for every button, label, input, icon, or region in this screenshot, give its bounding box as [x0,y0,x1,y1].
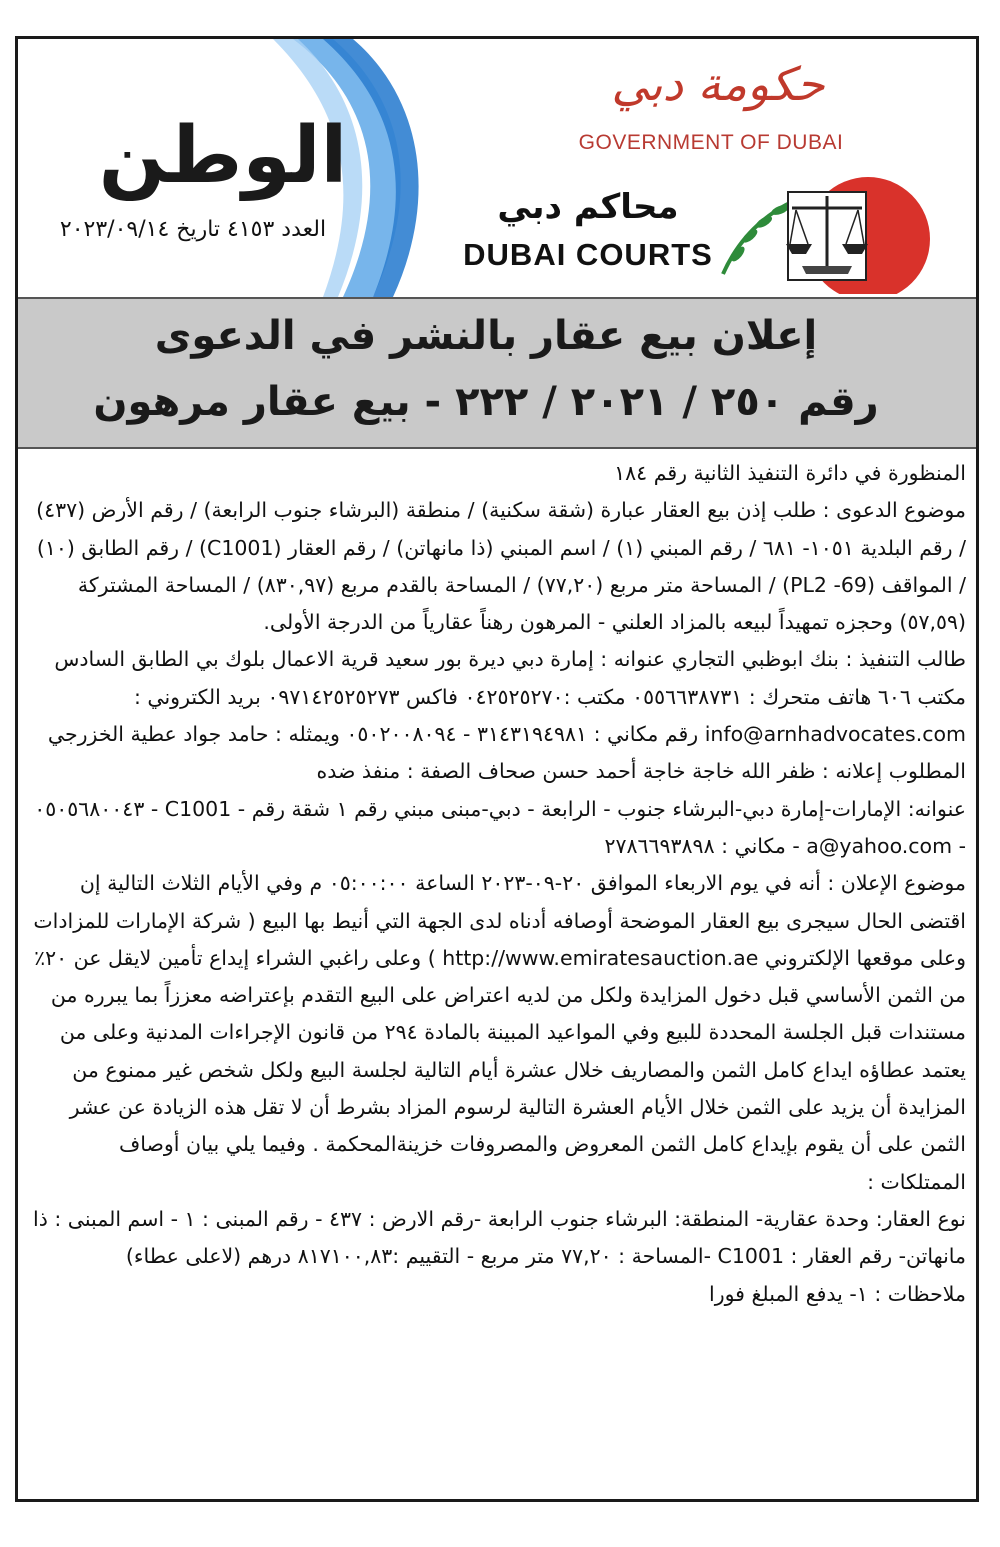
paragraph-property-details: نوع العقار: وحدة عقارية- المنطقة: البرشاء جنوب الرابعة -رقم الارض : ٤٣٧ - رقم المبنى : ١ - اسم المبنى : ذا مانهاتن- رقم العقار : C1001 -المساحة : ٧٧,٢٠ متر مربع - التقييم :٨١٧١٠٠,٨٣ درهم (لاعلى عطاء) [33,1206,966,1269]
notice-title-line-2: رقم ٢٥٠ / ٢٠٢١ / ٢٢٢ - بيع عقار مرهون [93,379,879,425]
issue-date: العدد ٤١٥٣ تاريخ ٢٠٢٣/٠٩/١٤ [59,217,327,242]
paragraph-notice-subject: موضوع الإعلان : أنه في يوم الاربعاء الموافق ٢٠-٠٩-٢٠٢٣ الساعة ٠٥:٠٠:٠٠ م وفي الأيام الثلاث التالية إن اقتضى الحال سيجرى بيع العقار الموضحة أوصافه أدناه لدى الجهة التي أنيط بها البيع ( شركة الإمارات للمزادات وعلى موقعها الإلكتروني http://www.emiratesauction.ae ) وعلى راغبي الشراء إيداع تأمين لايقل عن ٢٠٪ من الثمن الأساسي قبل دخول المزايدة ولكل من لديه اعتراض على البيع التقدم بإعتراضه معززاً بما يبرره من مستندات قبل الجلسة المحددة للبيع وفي المواعيد المبينة بالمادة ٢٩٤ من قانون الإجراءات المدنية وعلى من يعتمد عطاؤه ايداع كامل الثمن والمصاريف خلال عشرة أيام التالية لجلسة البيع ولكل شخص غير ممنوع من المزايدة أن يزيد على الثمن خلال الأيام العشرة التالية لرسوم المزاد بشرط أن لا تقل هذه الزيادة عن عشر الثمن على أن يقوم بإيداع كامل الثمن المعروض والمصروفات خزينةالمحكمة . وفيما يلي بيان أوصاف الممتلكات : [33,871,966,1194]
scales-of-justice-icon [718,174,943,294]
paragraph-claimant: طالب التنفيذ : بنك ابوظبي التجاري عنوانه : إمارة دبي ديرة بور سعيد قرية الاعمال بلوك بي الطابق السادس مكتب ٦٠٦ هاتف متحرك : ٠٥٥٦٦٣٨٧٣١ مكتب :٠٤٢٥٢٥٢٧٠ فاكس ٠٩٧١٤٢٥٢٥٢٧٣ بريد الكتروني : info@arnhadvocates.com رقم مكاني : ٣١٤٣١٩٤٩٨١ - ٠٥٠٢٠٠٨٠٩٤ ويمثله : حامد جواد عطية الخزرجي [47,647,966,747]
paragraph-defendant: المطلوب إعلانه : ظفر الله خاجة خاجة أحمد حسن صحاف الصفة : منفذ ضده [316,759,966,784]
title-band [18,297,976,449]
newspaper-logo: الوطن [98,111,348,201]
paragraph-department: المنظورة في دائرة التنفيذ الثانية رقم ١٨٤ [614,461,966,485]
courts-english-name: DUBAI COURTS [463,237,713,272]
government-english-name: GOVERNMENT OF DUBAI [578,131,844,154]
notice-body [28,455,966,1313]
courts-arabic-name: محاكم دبي [497,187,679,227]
advertisement-frame [15,36,979,1502]
paragraph-defendant-address: عنوانه: الإمارات-إمارة دبي-البرشاء جنوب - الرابعة - دبي-مبنى مبني رقم ١ شقة رقم - C1001 - ٠٥٠٥٦٨٠٠٤٣ - a@yahoo.com - مكاني : ٢٧٨٦٦٩٣٨٩٨ [34,796,966,858]
paragraph-notes: ملاحظات : ١- يدفع المبلغ فورا [709,1281,966,1306]
government-arabic-name: حكومة دبي [611,57,825,111]
header [18,39,976,297]
notice-title-line-1: إعلان بيع عقار بالنشر في الدعوى [154,313,818,359]
paragraph-case-subject: موضوع الدعوى : طلب إذن بيع العقار عبارة (شقة سكنية) / منطقة (البرشاء جنوب الرابعة) / رقم الأرض (٤٣٧) / رقم البلدية ١٠٥١- ٦٨١ / رقم المبني (١) / اسم المبني (ذا مانهاتن) / رقم العقار (C1001) / رقم الطابق (١٠) / المواقف (PL2 -69) / المساحة متر مربع (٧٧,٢٠) / المساحة بالقدم مربع (٨٣٠,٩٧) / المساحة المشتركة (٥٧,٥٩) وحجزه تمهيداً لبيعه بالمزاد العلني - المرهون رهناً عقارياً من الدرجة الأولى. [36,498,966,635]
